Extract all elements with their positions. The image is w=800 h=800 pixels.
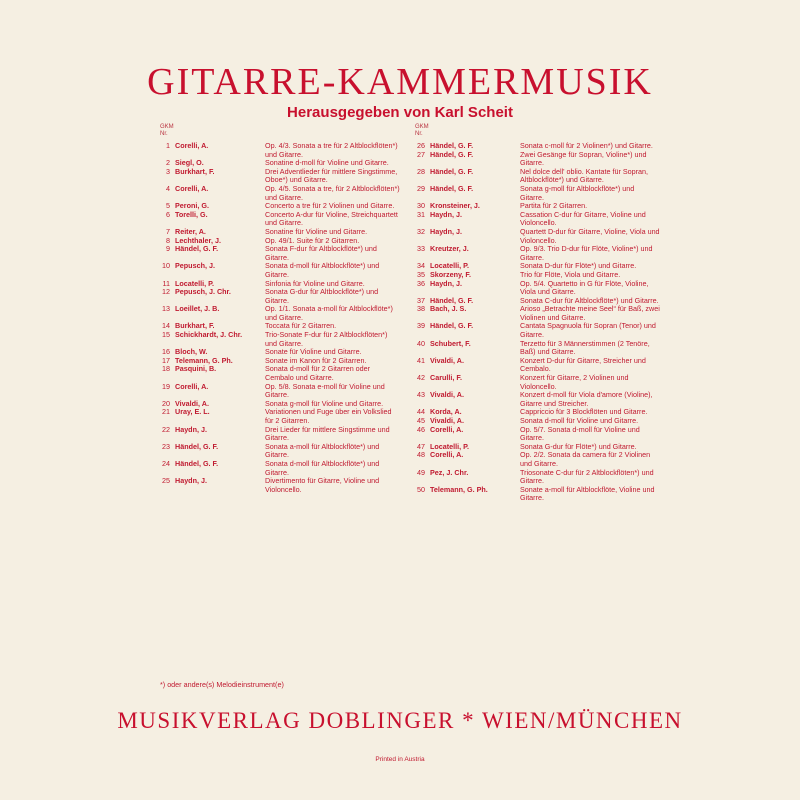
entry-number: 8 xyxy=(166,235,170,245)
entry-number: 2 xyxy=(166,158,170,168)
catalog-entry xyxy=(160,288,400,305)
catalog-entry xyxy=(160,305,400,322)
entry-description: Op. 4/5. Sonata a tre, für 2 Altblockflöten*) und Gitarre. xyxy=(265,183,400,202)
entry-description: Op. 2/2. Sonata da camera für 2 Violinen und Gitarre. xyxy=(520,450,651,468)
entry-number: 50 xyxy=(417,484,425,494)
catalog-entry xyxy=(160,365,400,382)
entry-description: Divertimento für Gitarre, Violine und Violoncello. xyxy=(265,476,380,494)
entry-composer: Händel, G. F. xyxy=(430,149,474,159)
entry-composer: Vivaldi, A. xyxy=(430,390,464,400)
entry-composer: Corelli, A. xyxy=(430,450,464,460)
catalog-entry xyxy=(415,305,660,322)
entry-number: 27 xyxy=(417,149,425,159)
entry-number: 15 xyxy=(162,330,170,340)
entry-composer: Händel, G. F. xyxy=(175,441,219,451)
catalog-entry xyxy=(160,426,400,443)
entry-composer: Locatelli, P. xyxy=(175,278,215,288)
entry-number: 9 xyxy=(166,244,170,254)
entry-description: Sonata G-dur für Flöte*) und Gitarre. xyxy=(520,441,637,451)
entry-description: Zwei Gesänge für Sopran, Violine*) und Gitarre. xyxy=(520,149,647,168)
entry-composer: Corelli, A. xyxy=(175,381,209,391)
entry-composer: Händel, G. F. xyxy=(430,183,474,193)
entry-composer: Haydn, J. xyxy=(430,278,462,288)
entry-number: 11 xyxy=(162,278,170,288)
printed-in-note: Printed in Austria xyxy=(375,756,425,763)
entry-description: Sonata g-moll für Altblockflöte*) und Gitarre. xyxy=(520,183,635,202)
entry-number: 18 xyxy=(162,364,170,374)
entry-description: Sonate im Kanon für 2 Gitarren. xyxy=(265,355,367,365)
catalog-entry xyxy=(160,142,400,159)
entry-composer: Bloch, W. xyxy=(175,347,208,357)
entry-composer: Carulli, F. xyxy=(430,373,462,383)
entry-composer: Vivaldi, A. xyxy=(430,355,464,365)
entry-composer: Haydn, J. xyxy=(430,226,462,236)
entry-number: 48 xyxy=(417,450,425,460)
entry-number: 10 xyxy=(162,261,170,271)
entry-description: Sonata d-moll für Altblockflöte*) und Gitarre. xyxy=(265,261,380,279)
entry-description: Sonata F-dur für Altblockflöte*) und Gitarre. xyxy=(265,244,377,262)
entry-description: Konzert D-dur für Gitarre, Streicher und Cembalo. xyxy=(520,355,646,374)
entry-number: 19 xyxy=(162,381,170,391)
entry-composer: Telemann, G. Ph. xyxy=(430,484,488,494)
entry-composer: Siegl, O. xyxy=(175,158,204,168)
entry-description: Op. 1/1. Sonata a-moll für Altblockflöte*) und Gitarre. xyxy=(265,304,393,322)
entry-number: 43 xyxy=(417,390,425,400)
entry-composer: Reiter, A. xyxy=(175,226,206,236)
entry-number: 41 xyxy=(417,355,425,365)
left-column xyxy=(160,124,400,494)
entry-number: 38 xyxy=(417,304,425,314)
entry-composer: Korda, A. xyxy=(430,407,462,417)
entry-number: 40 xyxy=(417,338,425,348)
catalog-entry xyxy=(415,469,660,486)
entry-composer: Pepusch, J. xyxy=(175,261,215,271)
entry-composer: Vivaldi, A. xyxy=(175,398,209,408)
entry-composer: Corelli, A. xyxy=(430,424,464,434)
entry-number: 12 xyxy=(162,287,170,297)
catalog-entry xyxy=(415,357,660,374)
entry-description: Drei Lieder für mittlere Singstimme und Gitarre. xyxy=(265,424,390,443)
entry-number: 3 xyxy=(166,166,170,176)
catalog-entry xyxy=(160,383,400,400)
entry-description: Quartett D-dur für Gitarre, Violine, Viola und Violoncello. xyxy=(520,226,660,245)
entry-description: Cassation C-dur für Gitarre, Violine und Violoncello. xyxy=(520,209,646,228)
entry-number: 39 xyxy=(417,321,425,331)
entry-number: 7 xyxy=(166,226,170,236)
catalog-entry xyxy=(415,340,660,357)
entry-composer: Händel, G. F. xyxy=(430,295,474,305)
catalog-entry xyxy=(160,331,400,348)
entry-description: Triosonate C-dur für 2 Altblockflöten*) und Gitarre. xyxy=(520,467,654,486)
entry-description: Concerto A-dur für Violine, Streichquartett und Gitarre. xyxy=(265,209,398,228)
footnote: *) oder andere(s) Melodieinstrument(e) xyxy=(160,680,284,689)
entry-composer: Pepusch, J. Chr. xyxy=(175,287,231,297)
entry-number: 46 xyxy=(417,424,425,434)
catalog-entry xyxy=(415,451,660,468)
catalog-entry xyxy=(415,426,660,443)
catalog-entry xyxy=(160,185,400,202)
left-entry-list xyxy=(160,142,400,494)
entry-number: 5 xyxy=(166,201,170,211)
entry-number: 17 xyxy=(162,355,170,365)
entry-composer: Locatelli, P. xyxy=(430,261,470,271)
catalog-entry xyxy=(415,322,660,339)
entry-description: Cappriccio für 3 Blockflöten und Gitarre. xyxy=(520,407,648,417)
entry-composer: Händel, G. F. xyxy=(430,166,474,176)
entry-composer: Uray, E. L. xyxy=(175,407,210,417)
entry-description: Terzetto für 3 Männerstimmen (2 Tenöre, Baß) und Gitarre. xyxy=(520,338,650,357)
entry-description: Partita für 2 Gitarren. xyxy=(520,201,588,211)
entry-composer: Locatelli, P. xyxy=(430,441,470,451)
entry-number: 33 xyxy=(417,244,425,254)
column-header-right: GKM Nr. xyxy=(415,124,429,137)
column-header-left: GKM Nr. xyxy=(160,124,174,137)
entry-composer: Pasquini, B. xyxy=(175,364,217,374)
entry-number: 26 xyxy=(417,141,425,150)
entry-description: Trio-Sonate F-dur für 2 Altblockflöten*) und Gitarre. xyxy=(265,330,388,348)
entry-composer: Lechthaler, J. xyxy=(175,235,221,245)
page-subtitle: Herausgegeben von Karl Scheit xyxy=(287,104,513,121)
entry-composer: Händel, G. F. xyxy=(430,321,474,331)
entry-description: Trio für Flöte, Viola und Gitarre. xyxy=(520,269,621,279)
entry-description: Op. 5/8. Sonata e-moll für Violine und Gitarre. xyxy=(265,381,385,400)
entry-composer: Haydn, J. xyxy=(175,476,207,486)
entry-composer: Torelli, G. xyxy=(175,209,208,219)
catalog-entry xyxy=(415,185,660,202)
catalog-entry xyxy=(415,245,660,262)
catalog-entry xyxy=(160,460,400,477)
catalog-entry xyxy=(160,245,400,262)
entry-description: Cantata Spagnuola für Sopran (Tenor) und Gitarre. xyxy=(520,321,656,340)
catalog-entry xyxy=(415,228,660,245)
entry-composer: Corelli, A. xyxy=(175,183,209,193)
entry-number: 45 xyxy=(417,416,425,425)
right-entry-list xyxy=(415,142,660,503)
entry-number: 13 xyxy=(162,304,170,314)
entry-number: 49 xyxy=(417,467,425,477)
entry-description: Sinfonia für Violine und Gitarre. xyxy=(265,278,365,288)
entry-number: 36 xyxy=(417,278,425,288)
right-column xyxy=(415,124,660,503)
entry-description: Sonate a-moll für Altblockflöte, Violine und Gitarre. xyxy=(520,484,655,503)
entry-number: 44 xyxy=(417,407,425,417)
entry-description: Sonata D-dur für Flöte*) und Gitarre. xyxy=(520,261,637,271)
entry-composer: Kreutzer, J. xyxy=(430,244,469,254)
entry-composer: Telemann, G. Ph. xyxy=(175,355,233,365)
entry-number: 1 xyxy=(166,141,170,150)
entry-description: Konzert d-moll für Viola d'amore (Violine), Gitarre und Streicher. xyxy=(520,390,653,408)
entry-number: 32 xyxy=(417,226,425,236)
entry-composer: Händel, G. F. xyxy=(430,141,474,150)
entry-number: 35 xyxy=(417,269,425,279)
entry-description: Sonata a-moll für Altblockflöte*) und Gitarre. xyxy=(265,441,380,460)
entry-number: 25 xyxy=(162,476,170,486)
entry-composer: Vivaldi, A. xyxy=(430,416,464,425)
publisher-line: MUSIKVERLAG DOBLINGER * WIEN/MÜNCHEN xyxy=(117,708,683,733)
catalog-entry xyxy=(160,262,400,279)
entry-description: Sonatine d-moll für Violine und Gitarre. xyxy=(265,158,389,168)
entry-description: Sonata d-moll für Violine und Gitarre. xyxy=(520,416,639,425)
entry-number: 6 xyxy=(166,209,170,219)
entry-description: Op. 49/1. Suite für 2 Gitarren. xyxy=(265,235,360,245)
entry-number: 42 xyxy=(417,373,425,383)
catalog-entry xyxy=(160,443,400,460)
entry-composer: Pez, J. Chr. xyxy=(430,467,469,477)
catalog-entry xyxy=(160,168,400,185)
catalog-entry xyxy=(415,374,660,391)
entry-number: 21 xyxy=(162,407,170,417)
entry-composer: Haydn, J. xyxy=(430,209,462,219)
entry-description: Drei Adventlieder für mittlere Singstimme, Oboe*) und Gitarre. xyxy=(265,166,398,185)
entry-description: Sonata G-dur für Altblockflöte*) und Gitarre. xyxy=(265,287,379,305)
entry-description: Op. 4/3. Sonata a tre für 2 Altblockflöten*) und Gitarre. xyxy=(265,141,398,159)
entry-description: Op. 5/7. Sonata d-moll für Violine und Gitarre. xyxy=(520,424,640,443)
entry-number: 24 xyxy=(162,458,170,468)
page-title: GITARRE-KAMMERMUSIK xyxy=(147,61,653,103)
entry-number: 30 xyxy=(417,201,425,211)
entry-composer: Burkhart, F. xyxy=(175,166,215,176)
entry-number: 16 xyxy=(162,347,170,357)
catalog-entry xyxy=(415,151,660,168)
entry-number: 4 xyxy=(166,183,170,193)
entry-composer: Corelli, A. xyxy=(175,141,209,150)
entry-number: 29 xyxy=(417,183,425,193)
entry-description: Op. 9/3. Trio D-dur für Flöte, Violine*) und Gitarre. xyxy=(520,244,653,262)
entry-composer: Kronsteiner, J. xyxy=(430,201,480,211)
entry-composer: Peroni, G. xyxy=(175,201,209,211)
entry-composer: Schubert, F. xyxy=(430,338,471,348)
entry-composer: Haydn, J. xyxy=(175,424,207,434)
entry-number: 28 xyxy=(417,166,425,176)
catalog-entry xyxy=(160,477,400,494)
catalog-entry xyxy=(415,211,660,228)
entry-number: 22 xyxy=(162,424,170,434)
entry-composer: Loeillet, J. B. xyxy=(175,304,220,314)
catalog-entry xyxy=(415,280,660,297)
entry-description: Sonatine für Violine und Gitarre. xyxy=(265,226,368,236)
entry-description: Arioso „Betrachte meine Seel“ für Baß, zwei Violinen und Gitarre. xyxy=(520,304,660,322)
entry-description: Sonate für Violine und Gitarre. xyxy=(265,347,362,357)
entry-description: Toccata für 2 Gitarren. xyxy=(265,321,337,331)
entry-description: Variationen und Fuge über ein Volkslied für 2 Gitarren. xyxy=(265,407,392,425)
entry-number: 34 xyxy=(417,261,425,271)
entry-composer: Händel, G. F. xyxy=(175,458,219,468)
entry-number: 20 xyxy=(162,398,170,408)
catalog-entry xyxy=(415,168,660,185)
entry-number: 47 xyxy=(417,441,425,451)
entry-description: Sonata C-dur für Altblockflöte*) und Gitarre. xyxy=(520,295,659,305)
entry-description: Op. 5/4. Quartetto in G für Flöte, Violine, Viola und Gitarre. xyxy=(520,278,649,297)
entry-composer: Burkhart, F. xyxy=(175,321,215,331)
entry-description: Sonata d-moll für 2 Gitarren oder Cembalo und Gitarre. xyxy=(265,364,371,383)
entry-description: Sonata d-moll für Altblockflöte*) und Gitarre. xyxy=(265,458,380,477)
catalog-entry xyxy=(160,408,400,425)
entry-composer: Händel, G. F. xyxy=(175,244,219,254)
entry-description: Sonata c-moll für 2 Violinen*) und Gitarre. xyxy=(520,141,653,150)
entry-number: 31 xyxy=(417,209,425,219)
entry-number: 14 xyxy=(162,321,170,331)
entry-number: 23 xyxy=(162,441,170,451)
catalog-entry xyxy=(415,486,660,503)
entry-description: Concerto a tre für 2 Violinen und Gitarre. xyxy=(265,201,395,211)
catalog-entry xyxy=(160,211,400,228)
entry-number: 37 xyxy=(417,295,425,305)
catalog-entry xyxy=(415,391,660,408)
entry-description: Nel dolce dell' oblio. Kantate für Sopran, Altblockflöte*) und Gitarre. xyxy=(520,166,649,185)
entry-description: Konzert für Gitarre, 2 Violinen und Violoncello. xyxy=(520,373,629,391)
entry-composer: Skorzeny, F. xyxy=(430,269,472,279)
entry-description: Sonata g-moll für Violine und Gitarre. xyxy=(265,398,384,408)
entry-composer: Schickhardt, J. Chr. xyxy=(175,330,243,340)
entry-composer: Bach, J. S. xyxy=(430,304,467,314)
